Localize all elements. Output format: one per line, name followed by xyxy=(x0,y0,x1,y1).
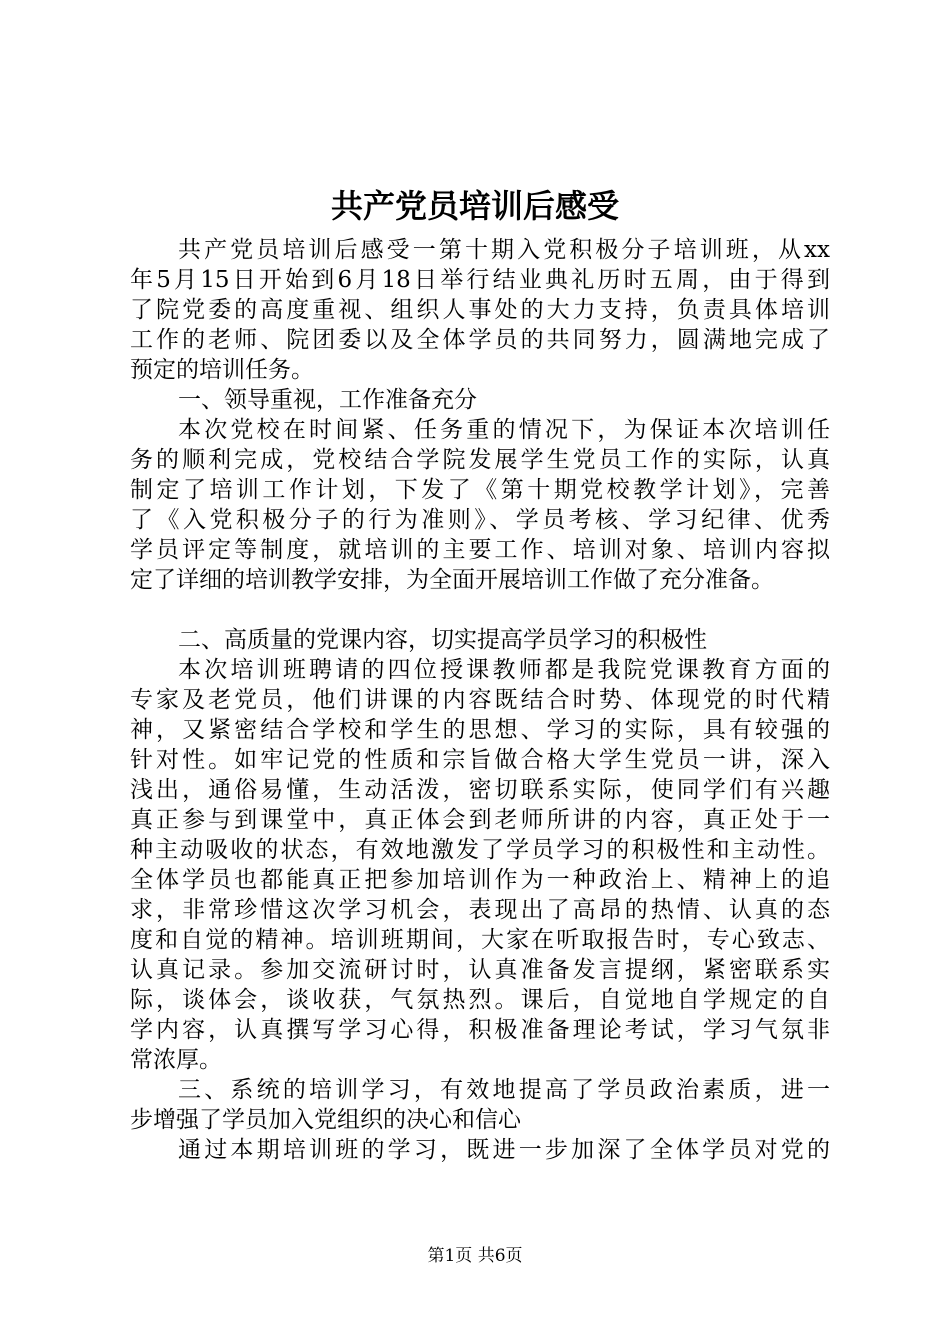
paragraph-line: 了院党委的高度重视、组织人事处的大力支持，负责具体培训 xyxy=(130,297,830,323)
paragraph-line: 度和自觉的精神。培训班期间，大家在听取报告时，专心致志、 xyxy=(130,927,830,953)
paragraph-line: 了《入党积极分子的行为准则》、学员考核、学习纪律、优秀 xyxy=(130,507,830,533)
section-heading: 三、系统的培训学习，有效地提高了学员政治素质，进一 xyxy=(178,1077,830,1103)
paragraph-line: 共产党员培训后感受一第十期入党积极分子培训班，从xx xyxy=(178,237,830,263)
paragraph-line: 通过本期培训班的学习，既进一步加深了全体学员对党的 xyxy=(178,1137,830,1163)
blank-line xyxy=(130,595,830,625)
paragraph-line: 专家及老党员，他们讲课的内容既结合时势、体现党的时代精 xyxy=(130,687,830,713)
paragraph-line: 工作的老师、院团委以及全体学员的共同努力，圆满地完成了 xyxy=(130,327,830,353)
page-number-footer: 第1页 共6页 xyxy=(427,1246,523,1266)
paragraph-line: 认真记录。参加交流研讨时，认真准备发言提纲，紧密联系实 xyxy=(130,957,830,983)
paragraph-line: 制定了培训工作计划，下发了《第十期党校教学计划》，完善 xyxy=(130,477,830,503)
paragraph-line: 际，谈体会，谈收获，气氛热烈。课后，自觉地自学规定的自 xyxy=(130,987,830,1013)
section-heading: 步增强了学员加入党组织的决心和信心 xyxy=(130,1107,521,1133)
paragraph-line: 种主动吸收的状态，有效地激发了学员学习的积极性和主动性。 xyxy=(130,837,830,863)
paragraph-line: 求，非常珍惜这次学习机会，表现出了高昂的热情、认真的态 xyxy=(130,897,830,923)
paragraph-line: 年5月15日开始到6月18日举行结业典礼历时五周，由于得到 xyxy=(130,267,830,293)
document-body xyxy=(130,235,830,1165)
paragraph-line: 务的顺利完成，党校结合学院发展学生党员工作的实际，认真 xyxy=(130,447,830,473)
paragraph-line: 常浓厚。 xyxy=(130,1047,222,1073)
document-title: 共产党员培训后感受 xyxy=(330,187,619,225)
paragraph-line: 学员评定等制度，就培训的主要工作、培训对象、培训内容拟 xyxy=(130,537,830,563)
section-heading: 二、高质量的党课内容，切实提高学员学习的积极性 xyxy=(178,627,707,653)
paragraph-line: 本次培训班聘请的四位授课教师都是我院党课教育方面的 xyxy=(178,657,830,683)
paragraph-line: 预定的培训任务。 xyxy=(130,357,314,383)
paragraph-line: 针对性。如牢记党的性质和宗旨做合格大学生党员一讲，深入 xyxy=(130,747,830,773)
paragraph-line: 真正参与到课堂中，真正体会到老师所讲的内容，真正处于一 xyxy=(130,807,830,833)
paragraph-line: 学内容，认真撰写学习心得，积极准备理论考试，学习气氛非 xyxy=(130,1017,830,1043)
paragraph-line: 浅出，通俗易懂，生动活泼，密切联系实际，使同学们有兴趣 xyxy=(130,777,830,803)
paragraph-line: 全体学员也都能真正把参加培训作为一种政治上、精神上的追 xyxy=(130,867,830,893)
paragraph-line: 本次党校在时间紧、任务重的情况下，为保证本次培训任 xyxy=(178,417,830,443)
section-heading: 一、领导重视，工作准备充分 xyxy=(178,387,477,413)
paragraph-line: 定了详细的培训教学安排，为全面开展培训工作做了充分准备。 xyxy=(130,567,774,593)
paragraph-line: 神，又紧密结合学校和学生的思想、学习的实际，具有较强的 xyxy=(130,717,830,743)
